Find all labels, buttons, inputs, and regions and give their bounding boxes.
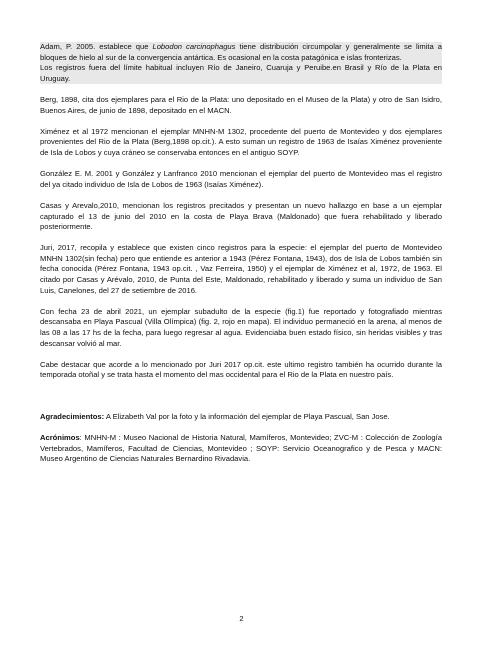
acknowledgements-label: Agradecimientos: [40, 412, 105, 421]
paragraph-berg: Berg, 1898, cita dos ejemplares para el Rio de la Plata: uno depositado en el Museo de la Plata) y otro de San Isidro, Buenos Aires, de junio de 1898, depositado en el MACN. [40, 94, 442, 115]
acknowledgements [40, 412, 442, 423]
page-number: 2 [239, 614, 244, 623]
acronyms-text: : MNHN-M : Museo Nacional de Historia Natural, Mamíferos, Montevideo; ZVC-M : Colección de Zoología Vertebrados, Mamíferos, Facultad de Ciencias, Montevideo ; SOYP: Servicio Oceanografico y de Pesca y MACN: Museo Argentino de Ciencias Naturales Bernardino Rivadavia. [40, 433, 442, 464]
paragraph-juri: Juri, 2017, recopila y establece que existen cinco registros para la especie: el ejemplar del puerto de Montevideo MNHN 1302(sin fecha) pero que entiende es anterior a 1943 (Pérez Fontana, 1943), dos de Isla de Lobos también sin fecha conocida (Pérez Fontana, 1943 op.cit. , Vaz Ferreira, 1950) y el ejemplar de Ximénez et al, 1972, de 1963. El citado por Casas y Arévalo, 2010, de Punta del Este, Maldonado, rehabilitado y liberado y suma un individuo de San Luis, Canelones, del 27 de setiembre de 2016. [40, 243, 442, 295]
paragraph-report-2021: Con fecha 23 de abril 2021, un ejemplar subadulto de la especie (fig.1) fue reportado y fotografiado mientras descansaba en Playa Pascual (Villa Olímpica) (fig. 2, rojo en mapa). El individuo permaneció en la arena, al menos de las 08 a las 17 hs de la fecha, para luego regresar al agua. Evidenciaba buen estado físico, sin heridas visibles y tras descansar volvió al mar. [40, 306, 442, 348]
distribution-paragraph [40, 42, 442, 84]
paragraph-conclusion: Cabe destacar que acorde a lo mencionado por Juri 2017 op.cit. este ultimo registro también ha ocurrido durante la temporada otoñal y se trata hasta el momento del mas occidental para el Rio de la Plata en nuestro país. [40, 359, 442, 380]
text-run: Adam, P. 2005. establece que [40, 42, 153, 51]
acronyms-label: Acrónimos [40, 433, 80, 443]
paragraph-ximenez: Ximénez et al 1972 mencionan el ejemplar MNHN-M 1302, procedente del puerto de Montevideo y dos ejemplares provenientes del Rio de la Plata (Berg,1898 op.cit.). A esto suman un registro de 1963 de Isaías Ximénez proveniente de Isla de Lobos y cuya cráneo se conservaba entonces en el antiguo SOYP. [40, 126, 442, 157]
paragraph-gonzalez: González E. M. 2001 y González y Lanfranco 2010 mencionan el ejemplar del puerto de Montevideo mas el registro del ya citado individuo de Isla de Lobos de 1963 (Isaías Ximénez). [40, 169, 442, 189]
species-name: Lobodon carcinophagus [152, 42, 236, 51]
adam-2005-text [40, 42, 442, 63]
page-body [40, 42, 442, 465]
acknowledgements-text: A Elizabeth Val por la foto y la información del ejemplar de Playa Pascual, San Jose. [104, 412, 390, 421]
paragraph-casas: Casas y Arevalo,2010, mencionan los registros precitados y presentan un nuevo hallazgo en base a un ejemplar capturado el 13 de junio del 2010 en la costa de Playa Brava (Maldonado) que fuera rehabilitado y liberado posteriormente. [40, 200, 442, 232]
text-run: tiene distribución circumpolar y generalmente se limita a bloques de hielo al sur de la convergencia antártica. Es ocasional en la costa patagónica e islas fronterizas. [40, 42, 442, 62]
registros-text: Los registros fuera del límite habitual incluyen Río de Janeiro, Cuaruja y Peruibe.en Brasil y Río de la Plata en Uruguay. [40, 63, 442, 83]
acronyms [40, 433, 442, 465]
